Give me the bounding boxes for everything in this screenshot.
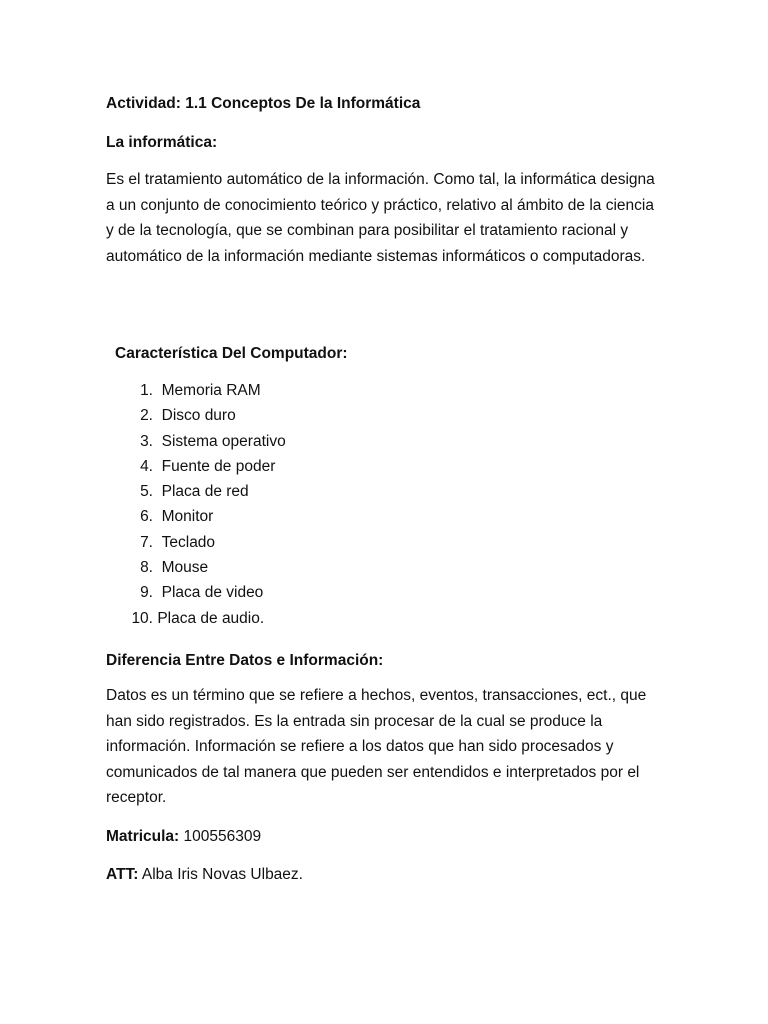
list-item-number: 6. [140,508,153,526]
list-item-number: 1. [140,382,153,399]
list-item-text [153,555,208,580]
list-item [112,479,286,504]
list-item-number: 9. [140,584,153,602]
list-item-text [153,580,263,605]
list-item-label: Sistema operativo [161,432,286,450]
list-item-text [153,504,213,529]
list-item [112,555,286,580]
att-label: ATT: [106,866,139,883]
list-item-label: Placa de red [161,483,249,501]
list-item-text [153,378,261,403]
section-heading-informatica: La informática: [106,134,218,151]
att-line [106,865,303,885]
document-title: Actividad: 1.1 Conceptos De la Informática [106,95,421,112]
list-item-text [153,429,286,454]
list-item-label: Teclado [161,533,216,551]
paragraph-diferencia: Datos es un término que se refiere a hechos, eventos, transacciones, ect., que han sido registrados. Es la entrada sin procesar de la cual se produce la información. Información se refiere a los datos que han sido procesados y comunicados de tal manera que pueden ser entendidos e interpretados por el receptor. [106,687,647,806]
list-item-label: Mouse [161,559,209,577]
list-item-label: Disco duro [161,407,236,425]
section-heading-diferencia: Diferencia Entre Datos e Información: [106,652,384,669]
list-item-label: Monitor [161,508,214,526]
list-item-label: Memoria RAM [161,382,261,399]
list-item-number: 8. [140,559,153,577]
list-item-number: 2. [140,407,153,425]
list-item [112,530,286,555]
matricula-label: Matricula: [106,828,180,845]
list-item-text [153,606,264,631]
matricula-value: 100556309 [179,828,262,845]
list-item [112,580,286,605]
list-item [112,429,286,454]
paragraph-informatica: Es el tratamiento automático de la información. Como tal, la informática designa a un conjunto de conocimiento teórico y práctico, relativo al ámbito de la ciencia y de la tecnología, que se combinan para posibilitar el tratamiento racional y automático de la información mediante sistemas informáticos o computadoras. [106,171,655,265]
list-item [112,403,286,428]
list-item-label: Fuente de poder [161,457,276,475]
list-item [112,454,286,479]
characteristics-list [112,378,286,631]
list-item-number: 3. [140,432,153,450]
list-item-text [153,403,236,428]
list-item-text [153,530,215,555]
list-item-label: Placa de audio. [157,609,265,627]
list-item-text [153,454,275,479]
att-value: Alba Iris Novas Ulbaez. [138,866,303,883]
list-item-number: 10. [131,609,153,627]
list-item-number: 4. [140,457,153,475]
list-item [112,606,286,631]
matricula-line [106,827,261,847]
list-item [112,504,286,529]
list-item [112,378,286,403]
list-item-label: Placa de video [161,584,264,602]
list-item-number: 7. [140,533,153,551]
section-heading-caracteristicas: Característica Del Computador: [115,345,348,362]
list-item-number: 5. [140,483,153,501]
list-item-text [153,479,249,504]
